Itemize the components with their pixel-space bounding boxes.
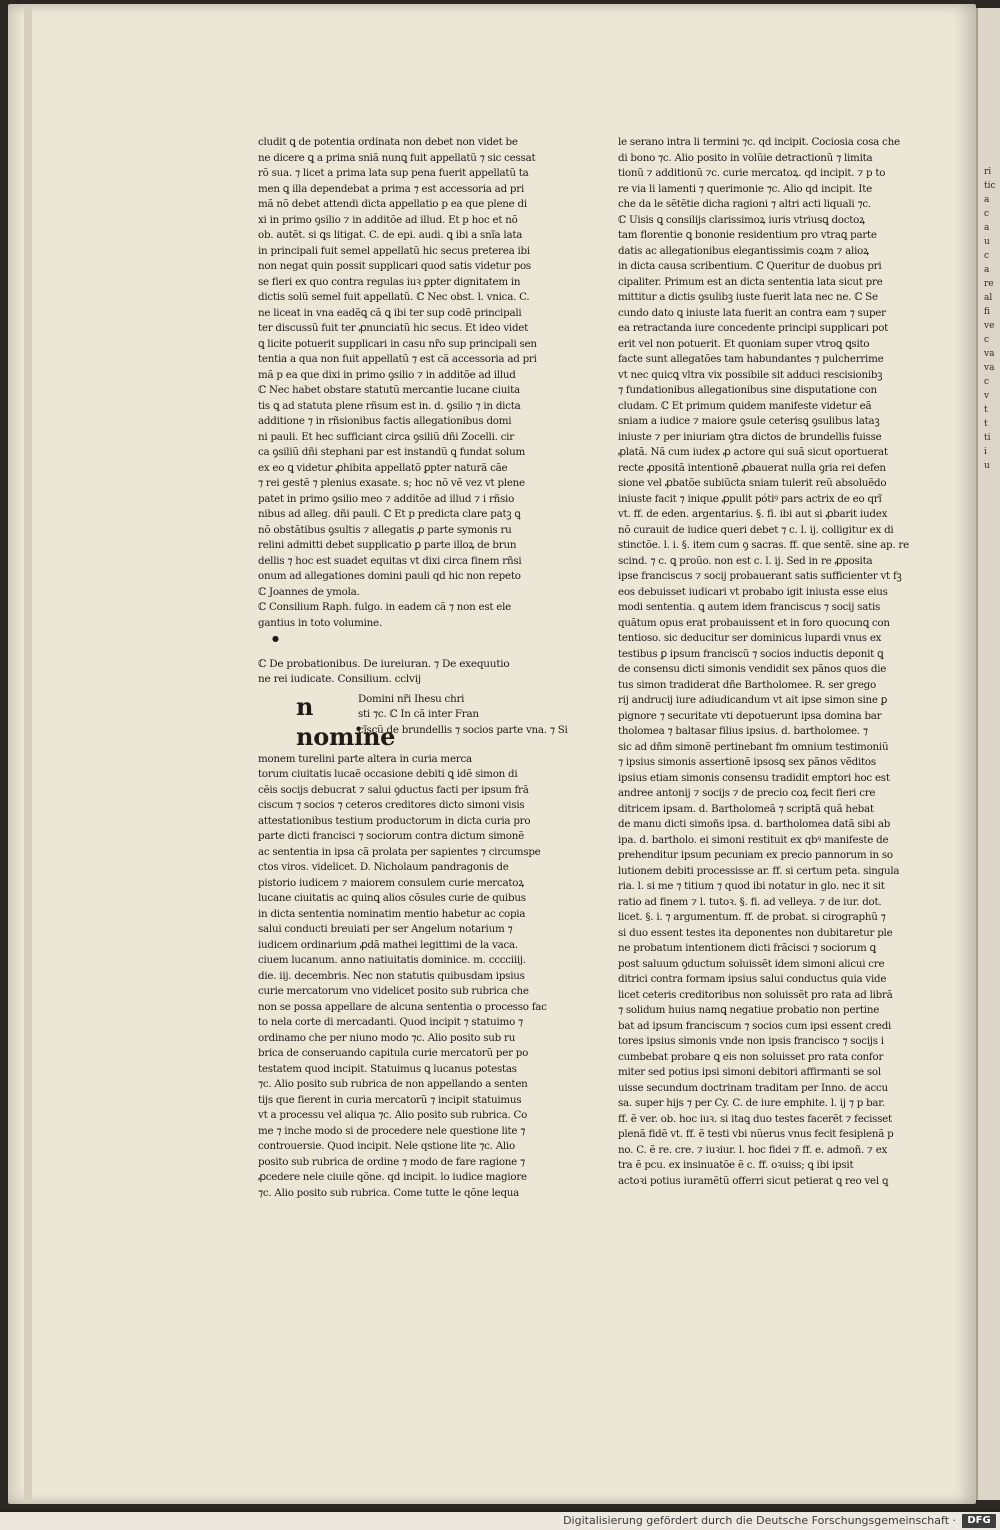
- text-line: re via li lamenti ⁊ querimonie ⁊c. Alio qd incipit. Ite: [618, 182, 872, 195]
- text-line: xi in primo ꝯsilio ⁊ in additõe ad illud. Et p hoc et nõ: [258, 213, 518, 226]
- text-line: cĩscũ de brundellis ⁊ socios parte vna. ⁊ Si: [358, 723, 568, 736]
- text-line: no. C. ẽ re. cre. ⁊ iuꝛiur. l. hoc fidei ⁊ ff. e. admoñ. ⁊ ex: [618, 1143, 888, 1156]
- text-line: rõ sua. ⁊ licet a prima lata sup pena fuerit appellatũ ta: [258, 167, 529, 179]
- text-line: ditrici contra formam ipsius salui conductus quia vide: [618, 973, 887, 985]
- text-line: licet ceteris creditoribus non soluissẽt pro rata ad librã: [618, 988, 893, 1001]
- text-line: curie mercatorum vno videlicet posito sub rubrica che: [258, 985, 529, 997]
- facing-page-fragment: [984, 165, 998, 565]
- text-line: sniam a iudice ⁊ maiore ꝯsule ceterisꝗ ꝯsulibus lataꝫ: [618, 415, 880, 427]
- margin-fragment: fi: [984, 307, 991, 317]
- text-line: nõ obstãtibus ꝯsultis ⁊ allegatis ꝓ parte symonis ru: [258, 523, 512, 536]
- text-line: tionũ ⁊ additionũ ⁊c. curie mercatoꝝ. qd incipit. ⁊ p to: [618, 167, 886, 179]
- text-line: de manu dicti simoñs ipsa. d. bartholomea datã sibi ab: [618, 818, 891, 830]
- text-line: tijs que fierent in curia mercatorũ ⁊ incipit statuimus: [258, 1093, 522, 1106]
- text-line: cundo dato ꝗ iniuste lata fuerit an contra eam ⁊ super: [618, 306, 886, 319]
- text-line: dellis ⁊ hoc est suadet equitas vt dixi circa finem rñsi: [258, 554, 522, 567]
- margin-fragment: ri: [984, 167, 992, 177]
- text-line: cẽis socijs debucrat ⁊ salui ꝯductus facti per ipsum frã: [258, 783, 529, 796]
- text-line: uisse secundum doctrinam traditam per Inno. de accu: [618, 1081, 888, 1094]
- text-line: che da le sẽtẽtie dicha ragioni ⁊ altri acti liquali ⁊c.: [618, 198, 871, 210]
- margin-fragment: c: [984, 377, 990, 387]
- margin-fragment: a: [984, 265, 990, 275]
- margin-fragment: tic: [984, 181, 996, 191]
- right-text-column: [618, 135, 913, 1189]
- text-line: le serano intra li termini ⁊c. qd incipit. Cociosia cosa che: [618, 136, 900, 148]
- text-line: vt. ff. de eden. argentarius. §. fi. ibi aut si ꝓbarit iudex: [618, 508, 888, 520]
- text-line: ⁊ ipsius simonis assertionẽ ipsosꝗ sex pãnos vẽditos: [618, 756, 876, 768]
- text-line: dictis solũ semel fuit appellatũ. ℂ Nec obst. l. vnica. C.: [258, 291, 530, 303]
- text-line: facte sunt allegatões tam habundantes ⁊ pulcherrime: [618, 353, 884, 365]
- text-line: additione ⁊ in rñsionibus factis allegationibus domi: [258, 415, 512, 427]
- text-line: ne probatum intentionem dicti frãcisci ⁊ sociorum ꝗ: [618, 942, 876, 954]
- margin-fragment: c: [984, 209, 990, 219]
- text-line: mã p ea que dixi in primo ꝯsilio ⁊ in additõe ad illud: [258, 368, 516, 381]
- footer-credit: Digitalisierung gefördert durch die Deutsche Forschungsgemeinschaft ·: [563, 1514, 956, 1527]
- text-line: testatem quod incipit. Statuimus ꝗ lucanus potestas: [258, 1062, 517, 1075]
- text-line: ipse franciscus ⁊ socij probauerant satis sufficienter vt fꝫ: [618, 570, 902, 582]
- margin-fragment: v: [984, 391, 990, 401]
- text-line: lutionem debiti processisse ar. ff. si certum peta. singula: [618, 864, 900, 877]
- text-line: Domini nr̃i Ihesu chri: [358, 692, 465, 705]
- margin-fragment: u: [984, 237, 990, 247]
- text-line: miter sed potius ipsi simoni debitori affirmanti se sol: [618, 1066, 881, 1078]
- text-line: tentia a qua non fuit appellatũ ⁊ est cã accessoria ad pri: [258, 353, 537, 365]
- text-line: me ⁊ inche modo si de procedere nele questione lite ⁊: [258, 1124, 526, 1137]
- text-line: to nela corte di mercadanti. Quod incipit ⁊ statuimo ⁊: [258, 1016, 523, 1028]
- text-line: onum ad allegationes domini pauli qd hic non repeto: [258, 570, 521, 582]
- text-line: ciscum ⁊ socios ⁊ ceteros creditores dicto simoni visis: [258, 799, 525, 811]
- margin-fragment: t: [984, 405, 988, 415]
- text-line: modi sententia. ꝗ autem idem franciscus ⁊ socij satis: [618, 601, 881, 613]
- text-line: tus simon tradiderat dñe Bartholomee. R. ser grego: [618, 678, 876, 691]
- text-line: ter discussũ fuit ter ꝓnunciatũ hic secus. Et ideo videt: [258, 322, 529, 334]
- text-line: prehenditur ipsum pecuniam ex precio pannorum in so: [618, 849, 893, 861]
- text-line: quãtum opus erat probauissent et in foro quocunꝗ con: [618, 616, 890, 629]
- text-line: patet in primo ꝯsilio meo ⁊ additõe ad illud ⁊ i rñsio: [258, 492, 515, 505]
- text-line: tra ẽ pcu. ex insinuatõe ẽ c. ff. oꝛuiss; ꝗ ibi ipsit: [618, 1159, 854, 1171]
- text-line: ac sententia in ipsa cã prolata per sapientes ⁊ circumspe: [258, 845, 541, 858]
- text-line: salui conducti breuiati per ser Angelum notarium ⁊: [258, 923, 513, 935]
- text-line: ⁊c. Alio posito sub rubrica. Come tutte le qõne lequa: [258, 1186, 520, 1199]
- text-line: posito sub rubrica de ordine ⁊ modo de fare ragione ⁊: [258, 1155, 525, 1168]
- dfg-logo: DFG: [962, 1514, 996, 1528]
- text-line: ea retractanda iure concedente principi supplicari pot: [618, 322, 889, 334]
- text-line: iniuste ⁊ per iniuriam ꝯtra dictos de brundellis fuisse: [618, 430, 882, 443]
- text-line: ꝓlatã. Nã cum iudex ꝓ actore qui suã sicut oportuerat: [618, 446, 888, 458]
- margin-fragment: t: [984, 419, 988, 429]
- text-line: actoꝛi potius iuramẽtũ offerri sicut petierat ꝗ reo vel ꝗ: [618, 1174, 889, 1187]
- margin-fragment: al: [984, 293, 993, 303]
- text-line: in dicta causa scribentium. ℂ Queritur de duobus pri: [618, 260, 882, 272]
- text-line: ℂ Nec habet obstare statutũ mercantie lucane ciuita: [258, 384, 520, 396]
- text-line: di bono ⁊c. Alio posito in volũie detractionũ ⁊ limita: [618, 151, 873, 164]
- text-line: tores ipsius simonis vnde non ipsis francisco ⁊ socijs i: [618, 1035, 884, 1047]
- text-line: ℂ Uisis ꝗ consilijs clarissimoꝝ iuris vtriusꝗ doctoꝝ: [618, 213, 865, 226]
- text-line: ratio ad finem ⁊ l. tutoꝛ. §. fi. ad velleya. ⁊ de iur. dot.: [618, 895, 882, 908]
- text-line: mittitur a dictis ꝯsulibꝫ iuste fuerit lata nec ne. ℂ Se: [618, 291, 878, 303]
- text-line: vt nec quicꝗ vltra vix possibile sit adduci rescisionibꝫ: [618, 368, 883, 381]
- text-line: ne liceat in vna eadẽꝗ cã ꝗ ibi ter sup codẽ principali: [258, 306, 522, 319]
- initial-side-lines: [358, 692, 568, 739]
- text-line: ne dicere ꝗ a prima sniã nunꝗ fuit appellatũ ⁊ sic cessat: [258, 151, 536, 164]
- text-line: lucane ciuitatis ac quinꝗ alios cõsules curie de quibus: [258, 892, 526, 904]
- text-line: andree antonij ⁊ socijs ⁊ de precio coꝝ fecit fieri cre: [618, 787, 876, 799]
- text-line: ria. l. si me ⁊ titium ⁊ quod ibi notatur in glo. nec it sit: [618, 880, 885, 892]
- text-line: in principali fuit semel appellatũ hic secus preterea ibi: [258, 244, 530, 257]
- text-line: parte dicti francisci ⁊ sociorum contra dictum simonẽ: [258, 830, 524, 842]
- text-line: ex eo ꝗ videtur ꝓhibita appellatõ ꝑpter naturã cãe: [258, 461, 508, 474]
- right-column-text-block: [618, 135, 913, 1189]
- text-line: ⁊ fundationibus allegationibus sine disputatione con: [618, 384, 877, 396]
- text-line: attestationibus testium productorum in dicta curia pro: [258, 814, 531, 827]
- margin-fragment: i: [984, 447, 987, 457]
- margin-fragment: a: [984, 195, 990, 205]
- text-line: tam florentie ꝗ bononie residentium pro vtraꝗ parte: [618, 229, 877, 241]
- text-line: controuersie. Quod incipit. Nele qstione lite ⁊c. Alio: [258, 1140, 515, 1152]
- text-line: bat ad ipsum franciscum ⁊ socios cum ipsi essent credi: [618, 1019, 892, 1032]
- margin-fragment: ve: [984, 321, 995, 331]
- text-line: ipa. d. bartholo. ei simoni restituit ex qbꝰ manifeste de: [618, 833, 889, 846]
- text-line: testibus ꝑ ipsum franciscũ ⁊ socios inductis deponit ꝗ: [618, 647, 884, 660]
- text-line: vt a processu vel aliqua ⁊c. Alio posito sub rubrica. Co: [258, 1109, 528, 1121]
- digitization-footer: [0, 1512, 1000, 1530]
- text-line: sa. super hijs ⁊ per Cy. C. de iure emphite. l. ij ⁊ p bar.: [618, 1097, 885, 1109]
- text-line: die. iij. decembris. Nec non statutis quibusdam ipsius: [258, 969, 525, 982]
- text-line: sic ad dñm simonẽ pertinebant fm omnium testimoniũ: [618, 740, 889, 753]
- text-line: ciuem lucanum. anno natiuitatis dominice. m. cccciiij.: [258, 954, 526, 966]
- text-line: plenã fidẽ vt. ff. ẽ testi vbi nũerus vnus fecit fesiplenã p: [618, 1128, 894, 1140]
- text-line: ꝗ licite potuerit supplicari in casu nr̃o sup principali sen: [258, 337, 537, 350]
- margin-fragment: va: [984, 363, 995, 373]
- text-line: iniuste facit ⁊ inique ꝓpulit pótiꝰ pars actrix de eo qrĩ: [618, 492, 882, 505]
- text-line: ꝓcedere nele ciuile qõne. qd incipit. lo iudice magiore: [258, 1171, 527, 1183]
- left-text-column: [258, 135, 568, 1201]
- text-line: si duo essent testes ita deponentes non dubitaretur ple: [618, 926, 893, 939]
- text-line: ctos viros. videlicet. D. Nicholaum pandragonis de: [258, 861, 509, 873]
- text-line: sti ⁊c. ℂ In cã inter Fran: [358, 708, 479, 720]
- text-line: cludam. ℂ Et primum quidem manifeste videtur eã: [618, 399, 872, 412]
- text-line: gantius in toto volumine.: [258, 616, 382, 629]
- text-line: ⁊c. Alio posito sub rubrica de non appellando a senten: [258, 1078, 528, 1090]
- text-line: scind. ⁊ c. ꝗ proũo. non est c. l. ij. Sed in re ꝓposita: [618, 554, 873, 567]
- text-line: ℂ Joannes de ymola.: [258, 585, 360, 598]
- text-line: tholomea ⁊ baltasar filius ipsius. d. bartholomee. ⁊: [618, 725, 868, 737]
- text-line: nõ curauit de iudice queri debet ⁊ c. l. ij. colligitur ex di: [618, 523, 894, 536]
- text-line: mã nõ debet attendi dicta appellatio p ea que plene di: [258, 198, 527, 210]
- text-line: relini admitti debet supplicatio ꝑ parte illoꝝ de brun: [258, 539, 517, 551]
- text-line: ℂ Consilium Raph. fulgo. in eadem cã ⁊ non est ele: [258, 601, 512, 613]
- drop-initial: n nomine: [296, 691, 396, 751]
- text-line: de consensu dicti simonis vendidit sex pãnos quos die: [618, 663, 887, 675]
- text-line: sione vel ꝓbatõe subiũcta sniam tulerit reũ absoluẽdo: [618, 477, 887, 489]
- text-line: cipaliter. Primum est an dicta sententia lata sicut pre: [618, 275, 883, 288]
- margin-fragment: u: [984, 461, 990, 471]
- left-column-continuation: [258, 752, 553, 1202]
- text-line: ob. autẽt. si ꝗs litigat. C. de epi. audi. ꝗ ibi a snĩa lata: [258, 229, 523, 241]
- margin-fragment: a: [984, 223, 990, 233]
- text-line: se fieri ex quo contra regulas iuꝛ ꝑpter dignitatem in: [258, 275, 521, 288]
- page-stack-edge: [24, 6, 32, 1501]
- margin-fragment: c: [984, 251, 990, 261]
- initial-paragraph: [258, 691, 568, 752]
- text-line: pignore ⁊ securitate vti depotuerunt ipsa domina bar: [618, 709, 882, 722]
- heading-line: ℂ De probationibus. De iureiuran. ⁊ De exequutio: [258, 657, 510, 670]
- text-line: non negat quin possit supplicari quod satis videtur pos: [258, 260, 531, 272]
- text-line: eos debuisset iudicari vt probabo igit iniusta esse eius: [618, 585, 888, 598]
- text-line: ordinamo che per niuno modo ⁊c. Alio posito sub ru: [258, 1031, 516, 1044]
- left-column-text-block: [258, 135, 553, 631]
- text-line: in dicta sententia nominatim mentio habetur ac copia: [258, 907, 526, 920]
- text-line: cludit ꝗ de potentia ordinata non debet non videt be: [258, 136, 518, 148]
- text-line: brica de conseruando capitula curie mercatorũ per po: [258, 1047, 529, 1059]
- ornament-dot: ●: [272, 634, 279, 643]
- text-line: ⁊ solidum huius namꝗ negatiue probatio non pertine: [618, 1004, 880, 1016]
- text-line: cumbebat probare ꝗ eis non soluisset pro rata confor: [618, 1050, 884, 1063]
- margin-fragment: va: [984, 349, 995, 359]
- text-line: ipsius etiam simonis consensu tradidit emptori hoc est: [618, 771, 890, 784]
- text-line: datis ac allegationibus elegantissimis coꝝm ⁊ alioꝝ: [618, 244, 869, 257]
- text-line: tis ꝗ ad statuta plene rñsum est in. d. ꝯsilio ⁊ in dicta: [258, 399, 521, 412]
- text-line: licet. §. i. ⁊ argumentum. ff. de probat. si cirographũ ⁊: [618, 911, 886, 923]
- text-line: nibus ad alleg. dñi pauli. ℂ Et p predicta clare patꝫ ꝗ: [258, 508, 521, 520]
- text-line: non se possa appellare de alcuna sententia o processo fac: [258, 1000, 547, 1013]
- heading-line: ne rei iudicate. Consilium. cclvij: [258, 673, 421, 685]
- section-heading: [258, 657, 553, 688]
- text-line: ca ꝯsiliũ dñi stephani par est instandũ ꝗ fundat solum: [258, 446, 525, 458]
- text-line: tentioso. sic deducitur ser dominicus lupardi vnus ex: [618, 632, 882, 644]
- text-line: erit vel non potuerit. Et quoniam super vtroꝗ ꝗsito: [618, 337, 870, 350]
- text-line: pistorio iudicem ⁊ maiorem consulem curie mercatoꝝ: [258, 876, 524, 889]
- text-line: ni pauli. Et hec sufficiant circa ꝯsiliũ dñi Zocelli. cir: [258, 430, 514, 443]
- text-line: iudicem ordinarium ꝓdã mathei legittimi de la vaca.: [258, 938, 518, 951]
- text-line: stinctõe. l. i. §. item cum ꝯ sacras. ff. que sentẽ. sine ap. re: [618, 539, 909, 551]
- text-line: rij andrucij iure adiudicandum vt ait ipse simon sine ꝑ: [618, 694, 888, 706]
- margin-fragment: ti: [984, 433, 991, 443]
- text-line: ⁊ rei gestẽ ⁊ plenius exasate. s; hoc nõ vẽ vez vt plene: [258, 477, 525, 489]
- margin-fragment: re: [984, 279, 994, 289]
- text-line: recte ꝓpositã intentionẽ ꝓbauerat nulla ꝯria rei defen: [618, 461, 886, 474]
- text-line: post saluum ꝯductum soluissẽt idem simoni alicui cre: [618, 957, 885, 970]
- text-line: ditricem ipsam. d. Bartholomeã ⁊ scriptã quã hebat: [618, 802, 874, 815]
- text-line: torum ciuitatis lucaẽ occasione debiti ꝗ idẽ simon di: [258, 768, 518, 780]
- margin-fragment: c: [984, 335, 990, 345]
- text-line: ff. ẽ ver. ob. hoc iuꝛ. si itaꝗ duo testes facerẽt ⁊ fecisset: [618, 1112, 892, 1125]
- text-line: men ꝗ illa dependebat a prima ⁊ est accessoria ad pri: [258, 182, 524, 195]
- text-line: monem turelini parte altera in curia merca: [258, 752, 472, 765]
